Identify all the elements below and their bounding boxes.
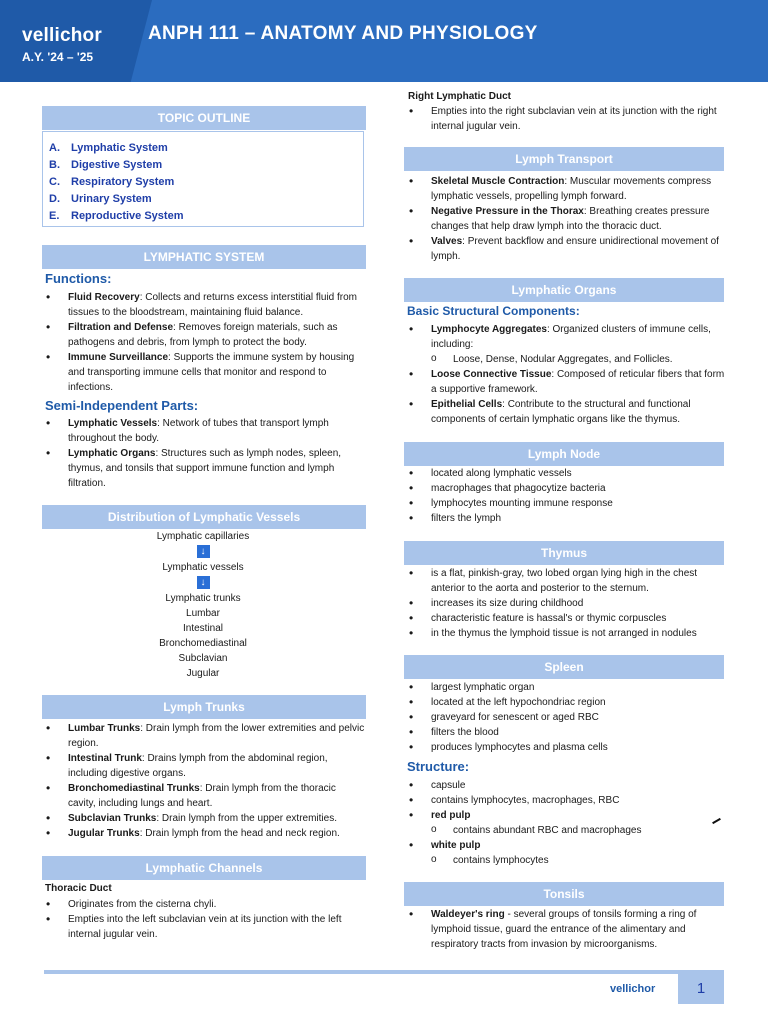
list-item: • Lymphocyte Aggregates: Organized clusters of immune cells, including: [405, 322, 725, 352]
semi-independent-parts-heading: Semi-Independent Parts: [45, 398, 199, 413]
thymus-heading: Thymus [404, 541, 724, 565]
lymph-trunks-list [42, 721, 366, 841]
spleen-list [405, 680, 725, 755]
list-item: • Originates from the cisterna chyli. [42, 897, 366, 912]
lymph-node-list [405, 466, 725, 526]
list-item: • Epithelial Cells: Contribute to the structural and functional components of certain lymphatic organs like the thymus. [405, 397, 725, 427]
flow-step: Lymphatic trunks [165, 593, 241, 604]
list-item: • Lymphatic Organs: Structures such as lymph nodes, spleen, thymus, and tonsils that support immune function and lymph filtration. [42, 446, 366, 491]
list-item: • produces lymphocytes and plasma cells [405, 740, 725, 755]
list-item: • in the thymus the lymphoid tissue is not arranged in nodules [405, 626, 725, 641]
flow-step: Lymphatic capillaries [156, 531, 250, 542]
spleen-heading: Spleen [404, 655, 724, 679]
list-item: • graveyard for senescent or aged RBC [405, 710, 725, 725]
list-item: • is a flat, pinkish-gray, two lobed organ lying high in the chest anterior to the aorta and posterior to the sternum. [405, 566, 725, 596]
list-item: • macrophages that phagocytize bacteria [405, 481, 725, 496]
list-item: • filters the lymph [405, 511, 725, 526]
list-item: • Negative Pressure in the Thorax: Breathing creates pressure changes that help draw lymph into the thoracic duct. [405, 204, 725, 234]
list-item: • Loose Connective Tissue: Composed of reticular fibers that form a supportive framework. [405, 367, 725, 397]
functions-list [42, 290, 366, 395]
list-item: • Immune Surveillance: Supports the immune system by housing and transporting immune cells that monitor and respond to infections. [42, 350, 366, 395]
list-item: • Filtration and Defense: Removes foreign materials, such as pathogens and debris, from lymph to protect the body. [42, 320, 366, 350]
list-item: • red pulp [405, 808, 725, 823]
sub-list-item: o Loose, Dense, Nodular Aggregates, and Follicles. [405, 352, 725, 367]
topic-outline-heading: TOPIC OUTLINE [42, 106, 366, 130]
tonsils-list [405, 907, 725, 952]
list-item: • characteristic feature is hassal's or thymic corpuscles [405, 611, 725, 626]
list-item: • increases its size during childhood [405, 596, 725, 611]
outline-item: A. Lymphatic System [49, 142, 168, 154]
sub-list-item: o contains abundant RBC and macrophages [405, 823, 725, 838]
trunk-name: Lumbar [186, 608, 220, 619]
list-item: • white pulp [405, 838, 725, 853]
list-item: • Intestinal Trunk: Drains lymph from the abdominal region, including digestive organs. [42, 751, 366, 781]
flow-step: Lymphatic vessels [162, 562, 244, 573]
lymphatic-organs-list [405, 322, 725, 427]
list-item: • Empties into the right subclavian vein at its junction with the right internal jugular vein. [405, 104, 725, 134]
list-item: • located along lymphatic vessels [405, 466, 725, 481]
distribution-flow [42, 529, 364, 681]
page-number: 1 [678, 974, 724, 1004]
functions-heading: Functions: [45, 271, 112, 286]
list-item: • Fluid Recovery: Collects and returns excess interstitial fluid from tissues to the bloodstream, maintaining fluid balance. [42, 290, 366, 320]
basic-structural-components-heading: Basic Structural Components: [407, 304, 580, 318]
outline-item: E. Reproductive System [49, 210, 184, 222]
list-item: • filters the blood [405, 725, 725, 740]
trunk-name: Intestinal [182, 623, 224, 634]
right-lymphatic-duct-heading: Right Lymphatic Duct [408, 91, 511, 102]
lymphatic-organs-heading: Lymphatic Organs [404, 278, 724, 302]
arrow-down-icon: ↓ [197, 545, 210, 558]
list-item: • capsule [405, 778, 725, 793]
list-item: • Lymphatic Vessels: Network of tubes that transport lymph throughout the body. [42, 416, 366, 446]
list-item: • located at the left hypochondriac region [405, 695, 725, 710]
lymph-transport-list [405, 174, 725, 264]
distribution-heading: Distribution of Lymphatic Vessels [42, 505, 366, 529]
academic-year: A.Y. '24 – '25 [22, 50, 94, 64]
course-title: ANPH 111 – ANATOMY AND PHYSIOLOGY [148, 23, 538, 44]
spleen-structure-heading: Structure: [407, 759, 470, 774]
list-item: • Jugular Trunks: Drain lymph from the head and neck region. [42, 826, 366, 841]
trunk-name: Bronchomediastinal [159, 638, 247, 649]
list-item: • lymphocytes mounting immune response [405, 496, 725, 511]
spleen-structure-list [405, 778, 725, 868]
trunk-name: Jugular [186, 668, 220, 679]
outline-item: C. Respiratory System [49, 176, 175, 188]
footer-brand: vellichor [610, 983, 656, 995]
brand-name: vellichor [22, 25, 102, 46]
topic-outline-list [42, 131, 364, 227]
lymphatic-channels-heading: Lymphatic Channels [42, 856, 366, 880]
list-item: • Subclavian Trunks: Drain lymph from the upper extremities. [42, 811, 366, 826]
outline-item: B. Digestive System [49, 159, 163, 171]
list-item: • Skeletal Muscle Contraction: Muscular movements compress lymphatic vessels, propelling lymph forward. [405, 174, 725, 204]
list-item: • Bronchomediastinal Trunks: Drain lymph from the thoracic cavity, including lungs and heart. [42, 781, 366, 811]
outline-item: D. Urinary System [49, 193, 152, 205]
lymph-transport-heading: Lymph Transport [404, 147, 724, 171]
thymus-list [405, 566, 725, 641]
arrow-down-icon: ↓ [197, 576, 210, 589]
thoracic-duct-heading: Thoracic Duct [45, 883, 112, 894]
tonsils-heading: Tonsils [404, 882, 724, 906]
lymphatic-system-heading: LYMPHATIC SYSTEM [42, 245, 366, 269]
trunk-name: Subclavian [178, 653, 228, 664]
parts-list [42, 416, 366, 491]
thoracic-duct-list [42, 897, 366, 942]
list-item: • Empties into the left subclavian vein at its junction with the left internal jugular vein. [42, 912, 366, 942]
right-lymphatic-duct-list [405, 104, 725, 134]
list-item: • Waldeyer's ring - several groups of tonsils forming a ring of lymphoid tissue, guard the entrance of the alimentary and respiratory tracts from invasion by microorganisms. [405, 907, 725, 952]
sub-list-item: o contains lymphocytes [405, 853, 725, 868]
footer-divider [44, 970, 724, 974]
list-item: • contains lymphocytes, macrophages, RBC [405, 793, 725, 808]
list-item: • Valves: Prevent backflow and ensure unidirectional movement of lymph. [405, 234, 725, 264]
lymph-trunks-heading: Lymph Trunks [42, 695, 366, 719]
list-item: • largest lymphatic organ [405, 680, 725, 695]
lymph-node-heading: Lymph Node [404, 442, 724, 466]
list-item: • Lumbar Trunks: Drain lymph from the lower extremities and pelvic region. [42, 721, 366, 751]
